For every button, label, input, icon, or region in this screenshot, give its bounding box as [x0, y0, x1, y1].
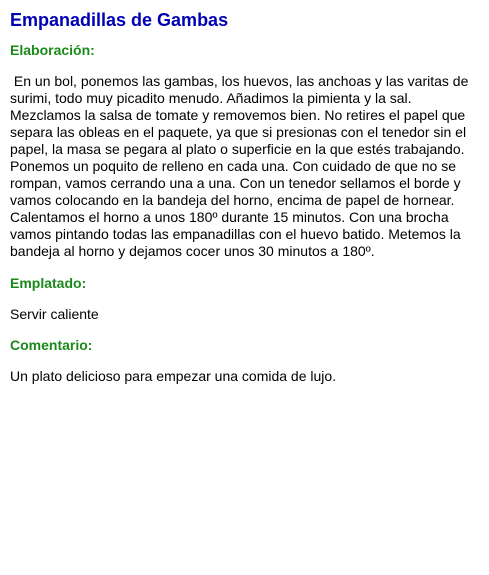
comentario-text: Un plato delicioso para empezar una comida de lujo. [10, 368, 337, 384]
emplatado-heading: Emplatado: [10, 275, 87, 291]
recipe-title: Empanadillas de Gambas [10, 10, 229, 30]
elaboracion-heading: Elaboración: [10, 42, 95, 58]
elaboracion-text: En un bol, ponemos las gambas, los huevos, las anchoas y las varitas de surimi, todo muy picadito menudo. Añadimos la pimienta y la sal. Mezclamos la salsa de tomate y removemos bien. No retires el papel que separa las obleas en el paquete, ya que si presionas con el tenedor sin el papel, la masa se pegara al plato o superficie en la que estés trabajando. Ponemos un poquito de relleno en cada una. Con cuidado de que no se rompan, vamos cerrando una a una. Con un tenedor sellamos el borde y vamos colocando en la bandeja del horno, encima de papel de hornear. Calentamos el horno a unos 180º durante 15 minutos. Con una brocha vamos pintando todas las empanadillas con el huevo batido. Metemos la bandeja al horno y dejamos cocer unos 30 minutos a 180º. [10, 73, 473, 259]
comentario-heading: Comentario: [10, 337, 93, 353]
emplatado-text: Servir caliente [10, 306, 99, 322]
